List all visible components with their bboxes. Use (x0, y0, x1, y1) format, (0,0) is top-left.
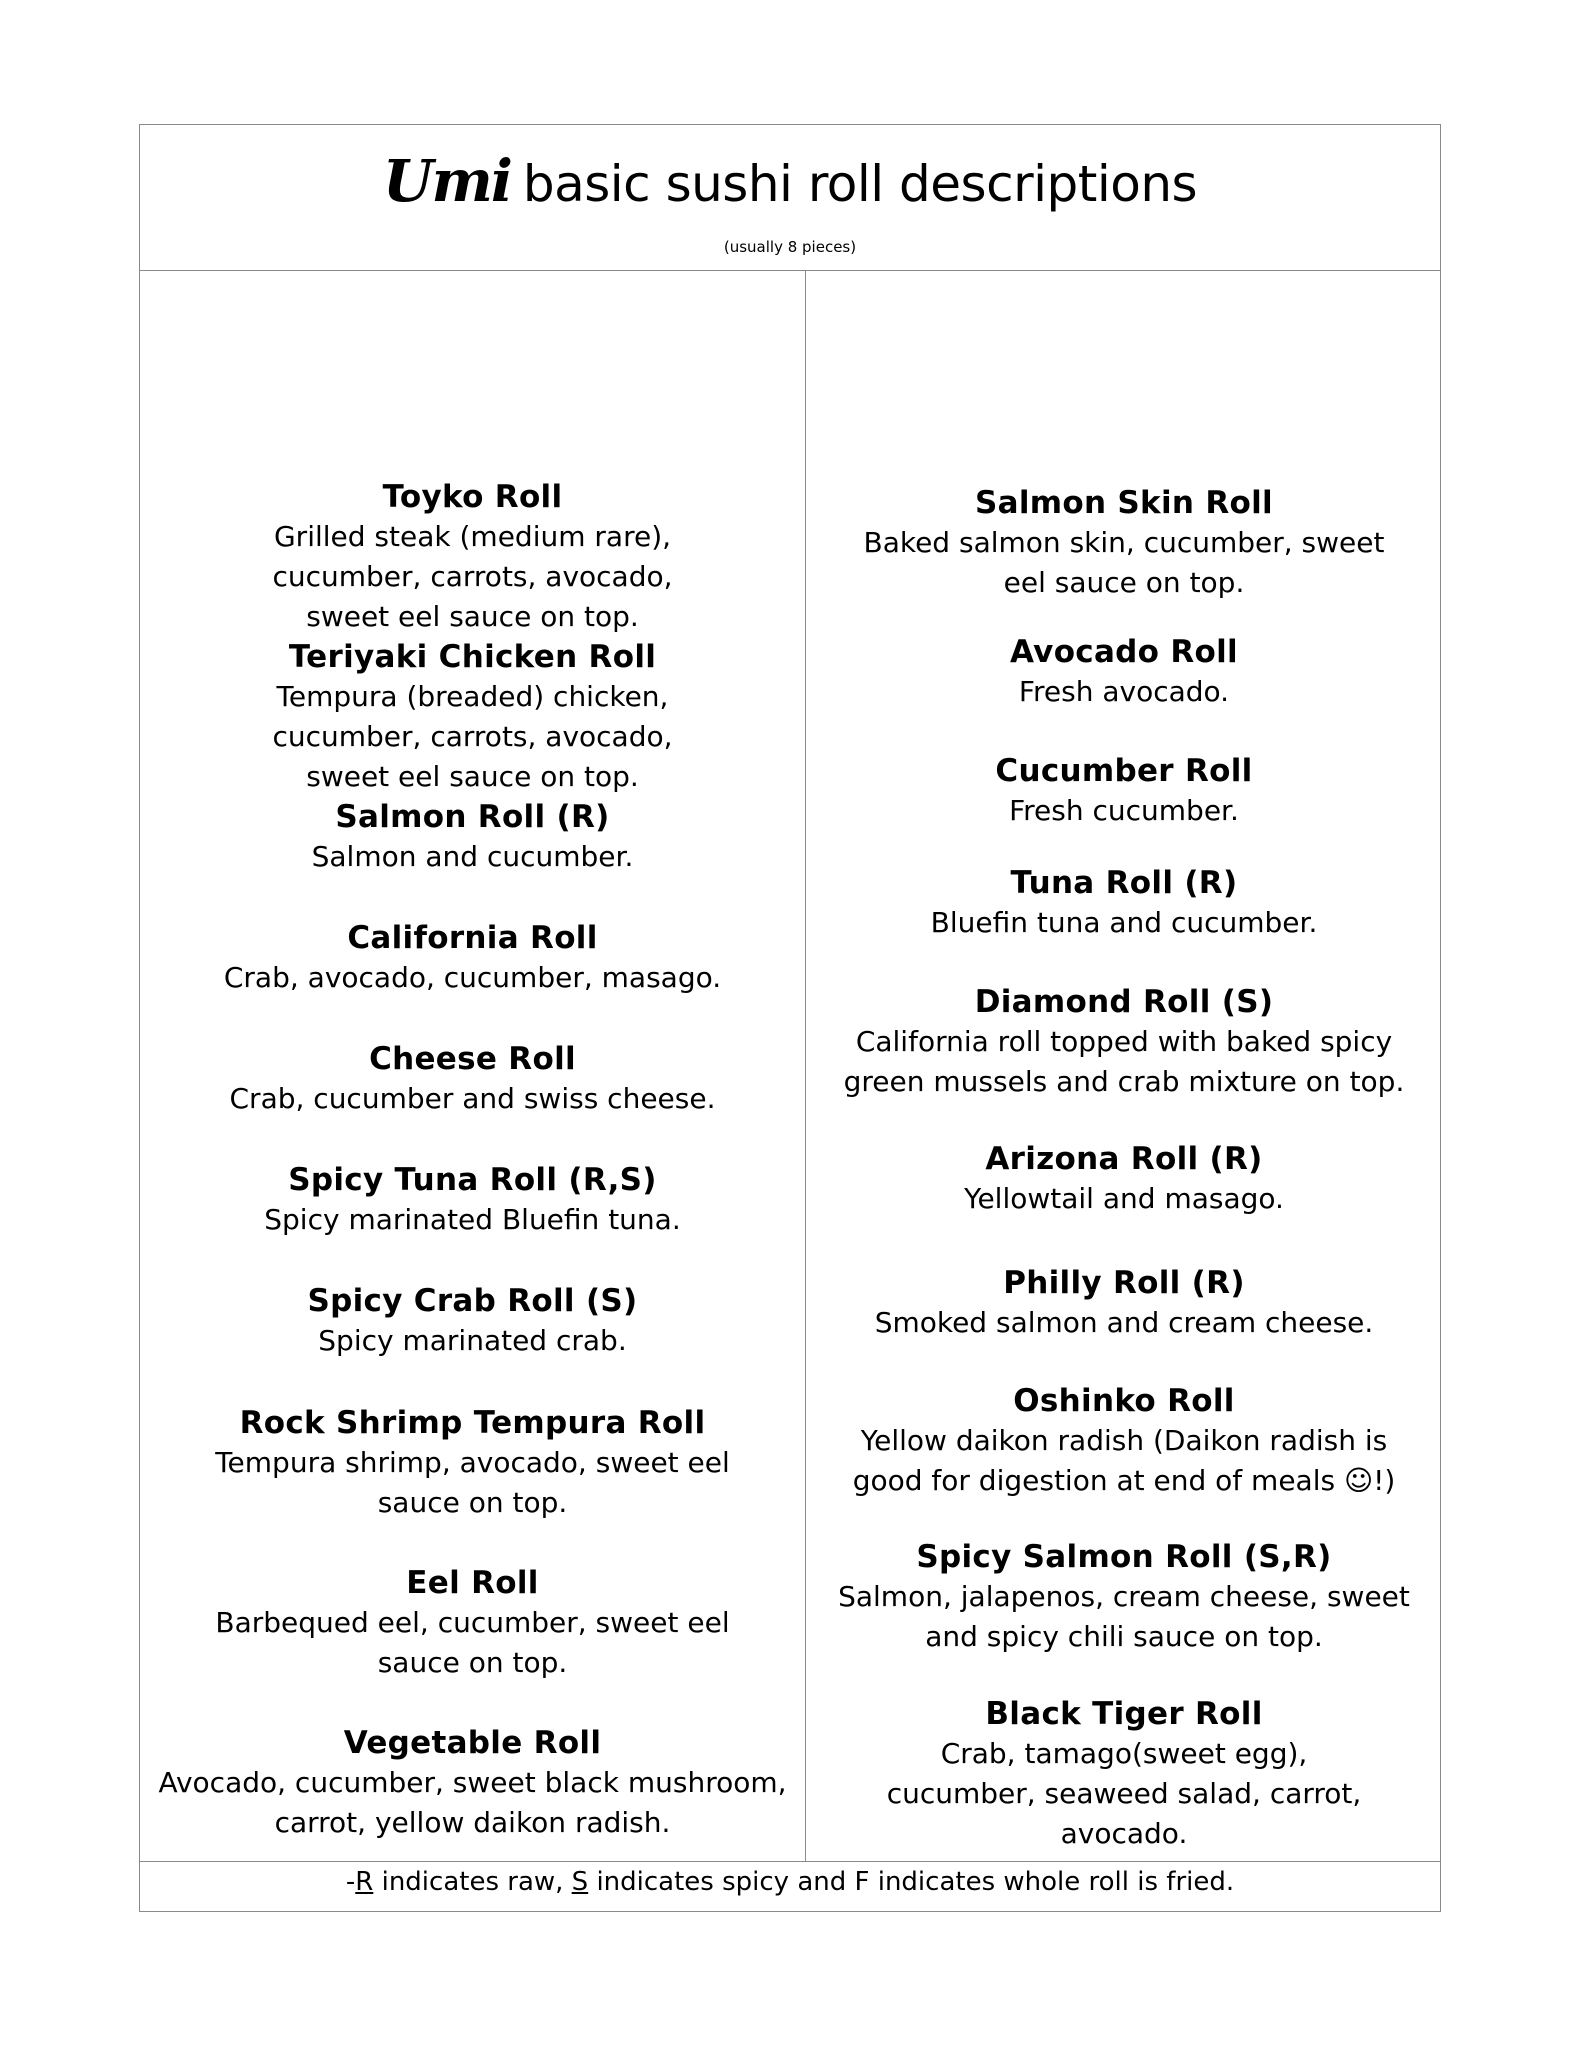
roll-description: Bluefin tuna and cucumber. (930, 906, 1318, 939)
roll-name: Oshinko Roll (1013, 1383, 1235, 1419)
roll-name: Philly Roll (R) (1003, 1265, 1245, 1301)
roll-item (806, 863, 1442, 943)
roll-item (806, 1263, 1442, 1343)
title-line (140, 147, 1440, 215)
roll-description: Salmon, jalapenos, cream cheese, sweet and spicy chili sauce on top. (838, 1580, 1410, 1653)
roll-item (140, 1281, 805, 1361)
roll-description: Baked salmon skin, cucumber, sweet eel sauce on top. (863, 526, 1385, 599)
roll-name: Spicy Tuna Roll (R,S) (288, 1162, 657, 1198)
roll-description: Barbequed eel, cucumber, sweet eel sauce on top. (215, 1606, 730, 1679)
menu-header (140, 125, 1440, 271)
roll-item (806, 751, 1442, 831)
subtitle: (usually 8 pieces) (723, 238, 857, 256)
roll-item (140, 477, 805, 637)
roll-description: Spicy marinated Bluefin tuna. (264, 1203, 681, 1236)
legend-raw-letter: R (355, 1867, 374, 1897)
roll-name: California Roll (347, 920, 598, 956)
roll-name: Salmon Skin Roll (975, 485, 1273, 521)
roll-name: Vegetable Roll (343, 1725, 602, 1761)
roll-name: Avocado Roll (1010, 634, 1238, 670)
roll-name: Black Tiger Roll (985, 1696, 1263, 1732)
roll-item (140, 797, 805, 877)
roll-item (140, 637, 805, 797)
roll-description: Grilled steak (medium rare), cucumber, carrots, avocado, sweet eel sauce on top. (272, 520, 673, 633)
roll-name: Rock Shrimp Tempura Roll (239, 1405, 706, 1441)
roll-name: Diamond Roll (S) (974, 984, 1274, 1020)
roll-description: Spicy marinated crab. (318, 1324, 627, 1357)
roll-name: Spicy Crab Roll (S) (307, 1283, 638, 1319)
roll-description: Crab, avocado, cucumber, masago. (223, 961, 722, 994)
roll-name: Teriyaki Chicken Roll (288, 639, 657, 675)
roll-description: Yellowtail and masago. (964, 1182, 1284, 1215)
roll-description: Smoked salmon and cream cheese. (874, 1306, 1374, 1339)
roll-description: Fresh cucumber. (1009, 794, 1239, 827)
right-column (806, 271, 1442, 1861)
roll-name: Tuna Roll (R) (1010, 865, 1238, 901)
roll-description: Salmon and cucumber. (311, 840, 634, 873)
roll-name: Spicy Salmon Roll (S,R) (916, 1539, 1332, 1575)
legend-raw-text: indicates raw, (373, 1867, 572, 1897)
roll-item (806, 1381, 1442, 1501)
roll-name: Salmon Roll (R) (335, 799, 610, 835)
roll-description: Crab, tamago(sweet egg), cucumber, seaweed salad, carrot, avocado. (886, 1737, 1362, 1850)
roll-item (806, 1694, 1442, 1854)
roll-item (806, 483, 1442, 603)
roll-item (806, 632, 1442, 712)
roll-item (140, 1723, 805, 1843)
roll-name: Cheese Roll (369, 1041, 576, 1077)
legend-spicy-letter: S (571, 1867, 589, 1897)
roll-item (140, 1403, 805, 1523)
roll-name: Arizona Roll (R) (985, 1141, 1263, 1177)
roll-description: Tempura (breaded) chicken, cucumber, carrots, avocado, sweet eel sauce on top. (272, 680, 673, 793)
roll-name: Cucumber Roll (995, 753, 1253, 789)
roll-item (140, 918, 805, 998)
roll-description: California roll topped with baked spicy green mussels and crab mixture on top. (843, 1025, 1405, 1098)
roll-item (806, 1537, 1442, 1657)
roll-name: Toyko Roll (382, 479, 563, 515)
legend-footer (140, 1861, 1440, 1911)
roll-description: Crab, cucumber and swiss cheese. (229, 1082, 716, 1115)
roll-item (140, 1039, 805, 1119)
roll-description: Tempura shrimp, avocado, sweet eel sauce on top. (215, 1446, 730, 1519)
legend-spicy-text: indicates spicy and F indicates whole roll is fried. (588, 1867, 1235, 1897)
roll-item (140, 1563, 805, 1683)
roll-description: Avocado, cucumber, sweet black mushroom, carrot, yellow daikon radish. (158, 1766, 787, 1839)
left-column (140, 271, 806, 1861)
menu-frame (139, 124, 1441, 1912)
roll-item (140, 1160, 805, 1240)
page-title: basic sushi roll descriptions (522, 155, 1198, 213)
roll-description: Yellow daikon radish (Daikon radish is good for digestion at end of meals ☺!) (852, 1424, 1396, 1497)
umi-logo: Umi (382, 147, 511, 215)
roll-item (806, 1139, 1442, 1219)
roll-description: Fresh avocado. (1018, 675, 1230, 708)
legend-prefix: - (345, 1867, 356, 1897)
roll-item (806, 982, 1442, 1102)
roll-name: Eel Roll (406, 1565, 539, 1601)
